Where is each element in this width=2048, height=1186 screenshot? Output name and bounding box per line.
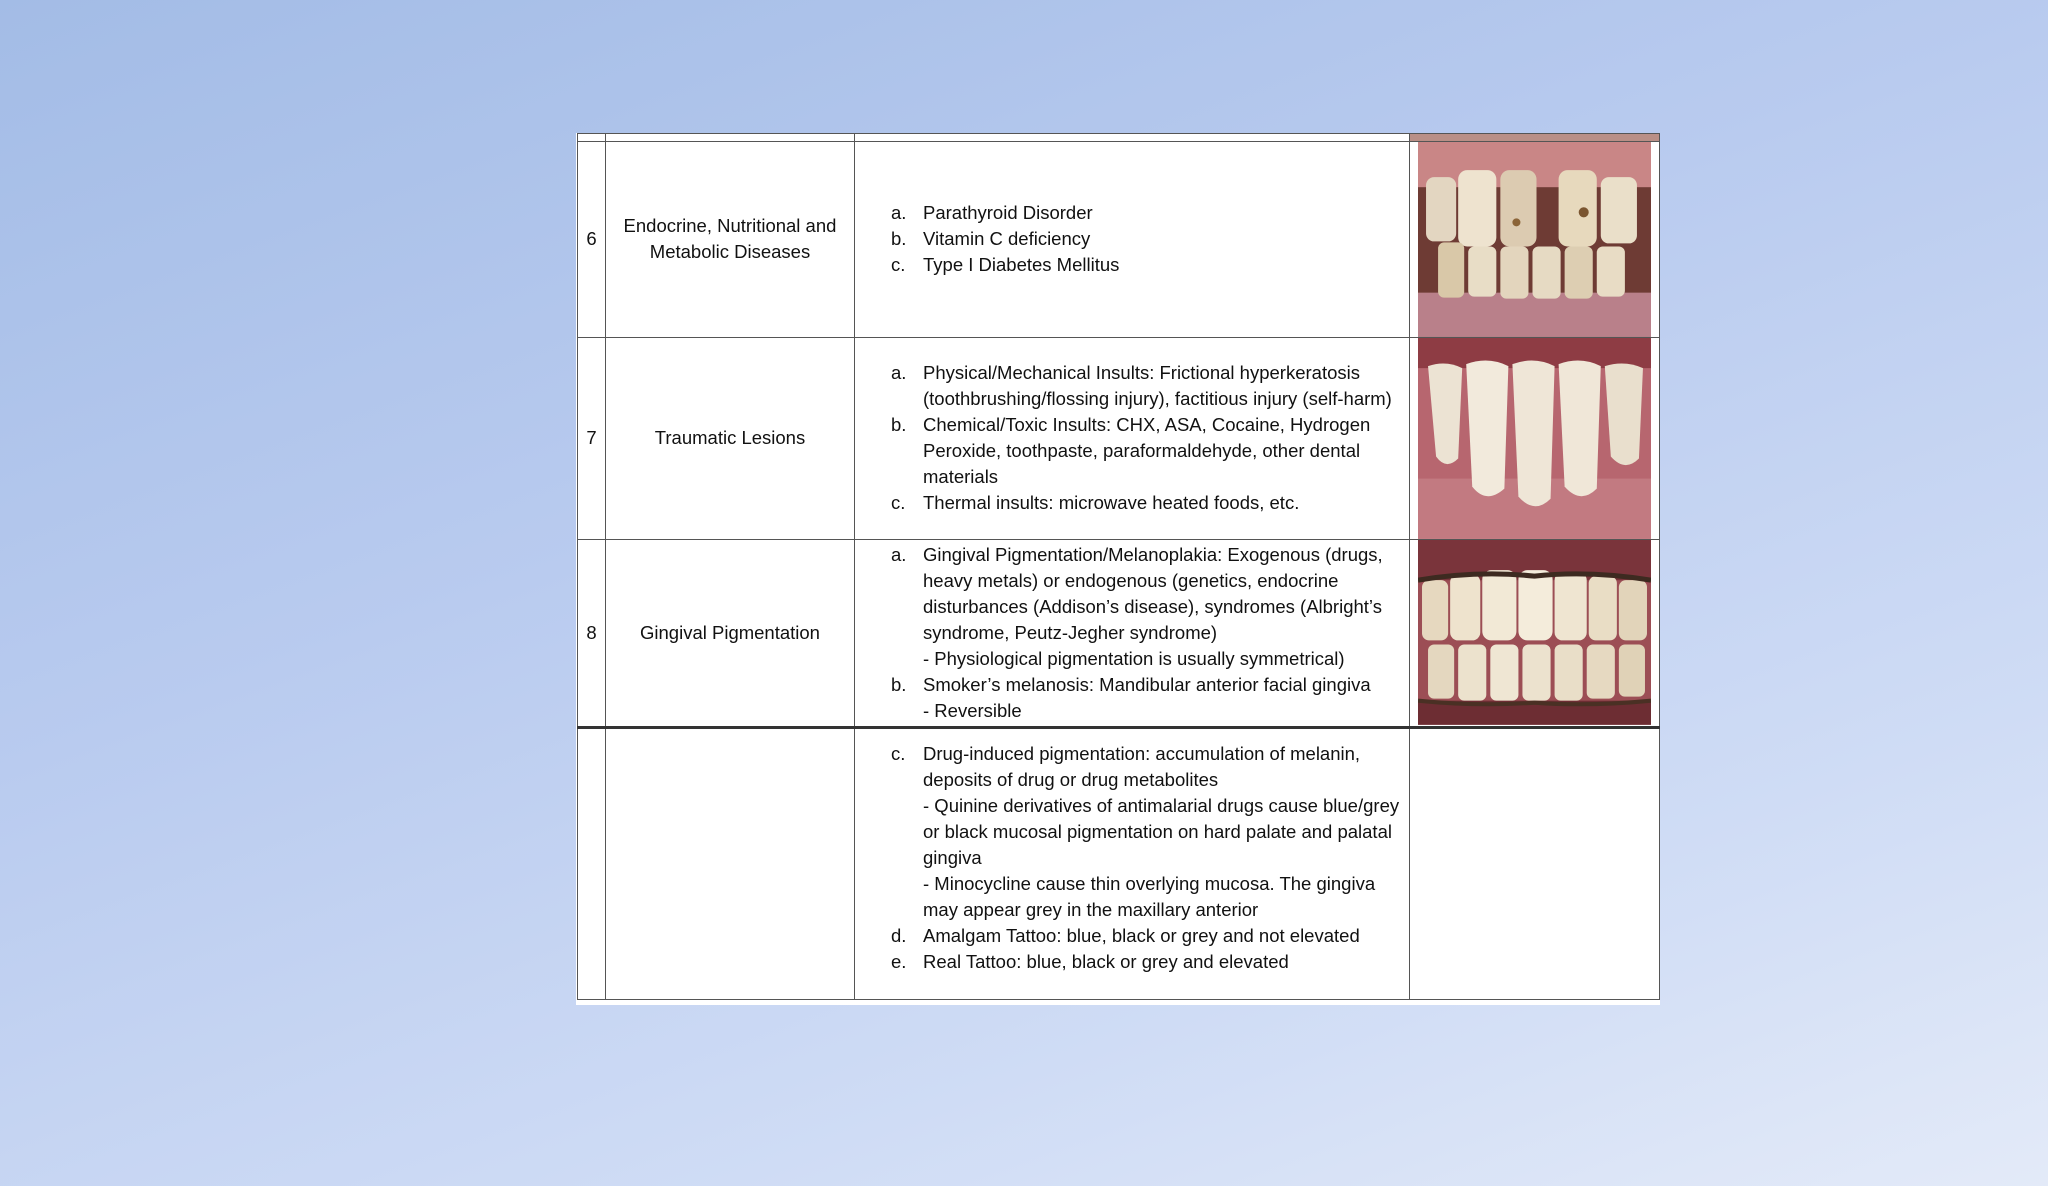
list-item: a. Parathyroid Disorder [891, 202, 1093, 224]
table-row [578, 727, 1660, 999]
row-category: Gingival Pigmentation [606, 539, 855, 727]
list-item: d. Amalgam Tattoo: blue, black or grey and not elevated [891, 924, 1360, 946]
row-description [855, 142, 1410, 338]
gingival-conditions-table [577, 133, 1660, 1000]
row-image-cell [1410, 142, 1660, 338]
list-item: b. Chemical/Toxic Insults: CHX, ASA, Cocaine, Hydrogen Peroxide, toothpaste, paraformaldehyde, other dental materials [891, 414, 1371, 488]
list-item: a. Physical/Mechanical Insults: Frictional hyperkeratosis (toothbrushing/flossing injury), factitious injury (self-harm) [891, 362, 1392, 410]
row-image-cell [1410, 727, 1660, 999]
list-item: c. Type I Diabetes Mellitus [891, 254, 1120, 276]
table-row [578, 539, 1660, 727]
teeth-photo-gingival-enlargement [1418, 142, 1651, 337]
list-item: c. Drug-induced pigmentation: accumulation of melanin, deposits of drug or drug metabolites - Quinine derivatives of antimalarial drugs cause blue/grey or black mucosal pigmentation on hard palate and palatal gingiva - Minocycline cause thin overlying mucosa. The gingiva may appear grey in the maxillary anterior [891, 742, 1400, 920]
row-description [855, 727, 1410, 999]
row-image-cell [1410, 337, 1660, 539]
row-number [578, 727, 606, 999]
row-category: Traumatic Lesions [606, 337, 855, 539]
document-page [576, 133, 1660, 1005]
list-item: a. Gingival Pigmentation/Melanoplakia: Exogenous (drugs, heavy metals) or endogenous (genetics, endocrine disturbances (Addison’s disease), syndromes (Albright’s syndrome, Peutz-Jegher syndrome) - Physiological pigmentation is usually symmetrical) [891, 543, 1383, 669]
row-number: 8 [578, 539, 606, 727]
row-description [855, 337, 1410, 539]
row-number: 7 [578, 337, 606, 539]
row-description [855, 539, 1410, 727]
teeth-photo-gingival-recession [1418, 338, 1651, 539]
table-top-strip [578, 134, 1660, 142]
table-row [578, 337, 1660, 539]
row-category [606, 727, 855, 999]
list-item: b. Smoker’s melanosis: Mandibular anterior facial gingiva - Reversible [891, 673, 1371, 721]
row-category: Endocrine, Nutritional and Metabolic Diseases [606, 142, 855, 338]
list-item: b. Vitamin C deficiency [891, 228, 1091, 250]
list-item: c. Thermal insults: microwave heated foods, etc. [891, 492, 1300, 514]
row-image-cell [1410, 539, 1660, 727]
row-number: 6 [578, 142, 606, 338]
list-item: e. Real Tattoo: blue, black or grey and elevated [891, 950, 1289, 972]
table-row [578, 142, 1660, 338]
teeth-photo-gingival-pigmentation [1418, 540, 1651, 725]
